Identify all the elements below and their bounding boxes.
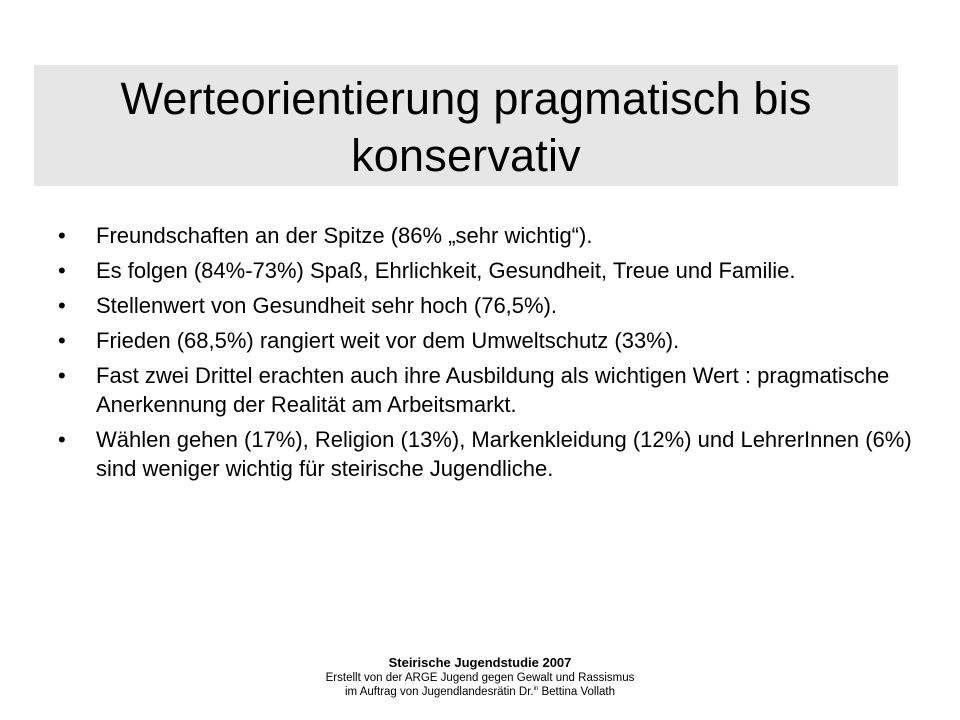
footer [0, 655, 960, 699]
bullet-marker: • [58, 223, 66, 248]
bullet-list [58, 221, 918, 489]
footer-commission-prefix: im Auftrag von Jugendlandesrätin Dr. [345, 686, 534, 698]
bullet-text: Wählen gehen (17%), Religion (13%), Markenkleidung (12%) und LehrerInnen (6%) sind weniger wichtig für steirische Jugendliche. [96, 427, 912, 481]
bullet-marker: • [58, 258, 66, 283]
bullet-text: Frieden (68,5%) rangiert weit vor dem Umweltschutz (33%). [96, 328, 680, 353]
bullet-item [58, 326, 918, 355]
footer-title: Steirische Jugendstudie 2007 [388, 655, 572, 670]
bullet-item [58, 425, 918, 483]
bullet-marker: • [58, 328, 66, 353]
bullet-text: Freundschaften an der Spitze (86% „sehr wichtig“). [96, 223, 593, 248]
bullet-text: Stellenwert von Gesundheit sehr hoch (76,5%). [96, 293, 558, 318]
bullet-marker: • [58, 363, 66, 388]
bullet-item [58, 256, 918, 285]
footer-commission-name: Bettina Vollath [538, 686, 615, 698]
bullet-text: Es folgen (84%-73%) Spaß, Ehrlichkeit, Gesundheit, Treue und Familie. [96, 258, 796, 283]
bullet-item [58, 221, 918, 250]
bullet-item [58, 291, 918, 320]
footer-superscript: in [533, 686, 539, 693]
bullet-text: Fast zwei Drittel erachten auch ihre Ausbildung als wichtigen Wert : pragmatische Anerkennung der Realität am Arbeitsmarkt. [96, 363, 890, 417]
slide-title: Werteorientierung pragmatisch bis konservativ [120, 73, 812, 181]
bullet-item [58, 361, 918, 419]
bullet-marker: • [58, 427, 66, 452]
footer-credit: Erstellt von der ARGE Jugend gegen Gewalt und Rassismus [325, 672, 635, 684]
footer-commission [0, 685, 960, 699]
bullet-marker: • [58, 293, 66, 318]
